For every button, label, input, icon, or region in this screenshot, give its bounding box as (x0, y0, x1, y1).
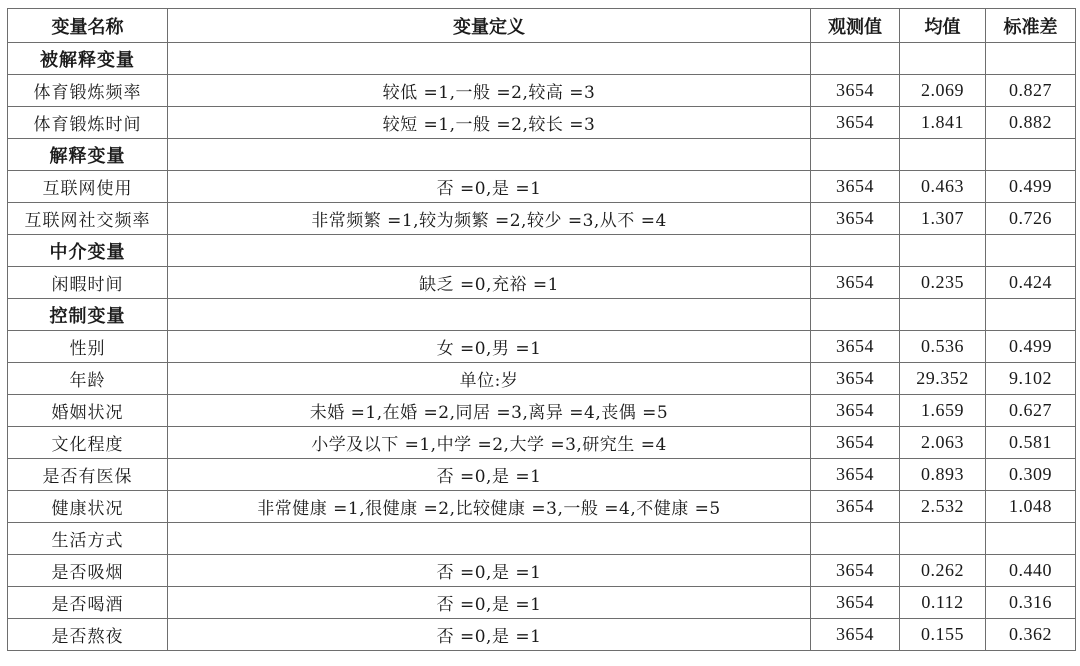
section-title: 生活方式 (8, 523, 168, 555)
variable-name-cell: 健康状况 (8, 491, 168, 523)
mean-cell: 1.841 (900, 107, 986, 139)
empty-cell (900, 139, 986, 171)
empty-cell (168, 299, 811, 331)
table-body (8, 43, 1076, 651)
standard-deviation-cell: 0.499 (986, 171, 1076, 203)
empty-cell (811, 139, 900, 171)
standard-deviation-cell: 0.424 (986, 267, 1076, 299)
empty-cell (900, 235, 986, 267)
variable-definition-cell: 小学及以下 =1,中学 =2,大学 =3,研究生 =4 (168, 427, 811, 459)
mean-cell: 29.352 (900, 363, 986, 395)
mean-cell: 2.069 (900, 75, 986, 107)
standard-deviation-cell: 0.882 (986, 107, 1076, 139)
observations-cell: 3654 (811, 619, 900, 651)
table-row (8, 363, 1076, 395)
mean-cell: 0.155 (900, 619, 986, 651)
empty-cell (811, 299, 900, 331)
observations-cell: 3654 (811, 587, 900, 619)
observations-cell: 3654 (811, 395, 900, 427)
table-row (8, 75, 1076, 107)
variable-definition-cell: 非常频繁 =1,较为频繁 =2,较少 =3,从不 =4 (168, 203, 811, 235)
variable-definition-cell: 否 =0,是 =1 (168, 619, 811, 651)
variable-name-cell: 婚姻状况 (8, 395, 168, 427)
variable-definition-cell: 未婚 =1,在婚 =2,同居 =3,离异 =4,丧偶 =5 (168, 395, 811, 427)
observations-cell: 3654 (811, 363, 900, 395)
section-row (8, 43, 1076, 75)
variable-name-cell: 性别 (8, 331, 168, 363)
standard-deviation-cell: 0.581 (986, 427, 1076, 459)
observations-cell: 3654 (811, 427, 900, 459)
variable-name-cell: 互联网使用 (8, 171, 168, 203)
variable-definition-table (7, 8, 1076, 651)
variable-definition-cell: 缺乏 =0,充裕 =1 (168, 267, 811, 299)
mean-cell: 1.307 (900, 203, 986, 235)
table-row (8, 587, 1076, 619)
empty-cell (811, 523, 900, 555)
variable-definition-cell: 女 =0,男 =1 (168, 331, 811, 363)
table-row (8, 395, 1076, 427)
empty-cell (986, 299, 1076, 331)
mean-cell: 0.536 (900, 331, 986, 363)
standard-deviation-cell: 0.627 (986, 395, 1076, 427)
observations-cell: 3654 (811, 75, 900, 107)
observations-cell: 3654 (811, 491, 900, 523)
variable-name-cell: 互联网社交频率 (8, 203, 168, 235)
standard-deviation-cell: 0.362 (986, 619, 1076, 651)
variable-name-cell: 是否有医保 (8, 459, 168, 491)
table-row (8, 267, 1076, 299)
observations-cell: 3654 (811, 331, 900, 363)
section-row (8, 235, 1076, 267)
variable-definition-cell: 单位:岁 (168, 363, 811, 395)
section-title: 解释变量 (8, 139, 168, 171)
observations-cell: 3654 (811, 203, 900, 235)
standard-deviation-cell: 9.102 (986, 363, 1076, 395)
header-variable-name: 变量名称 (8, 9, 168, 43)
mean-cell: 0.463 (900, 171, 986, 203)
empty-cell (900, 299, 986, 331)
variable-name-cell: 年龄 (8, 363, 168, 395)
section-row (8, 139, 1076, 171)
empty-cell (811, 235, 900, 267)
section-title: 被解释变量 (8, 43, 168, 75)
variable-name-cell: 是否吸烟 (8, 555, 168, 587)
table-row (8, 427, 1076, 459)
empty-cell (986, 235, 1076, 267)
header-observations: 观测值 (811, 9, 900, 43)
mean-cell: 0.893 (900, 459, 986, 491)
section-row (8, 299, 1076, 331)
standard-deviation-cell: 0.726 (986, 203, 1076, 235)
table-row (8, 491, 1076, 523)
standard-deviation-cell: 0.309 (986, 459, 1076, 491)
header-variable-definition: 变量定义 (168, 9, 811, 43)
variable-definition-cell: 否 =0,是 =1 (168, 555, 811, 587)
variable-name-cell: 体育锻炼频率 (8, 75, 168, 107)
table-row (8, 171, 1076, 203)
empty-cell (986, 139, 1076, 171)
table-row (8, 107, 1076, 139)
empty-cell (168, 235, 811, 267)
observations-cell: 3654 (811, 267, 900, 299)
variable-definition-cell: 较低 =1,一般 =2,较高 =3 (168, 75, 811, 107)
section-title: 控制变量 (8, 299, 168, 331)
variable-name-cell: 是否熬夜 (8, 619, 168, 651)
mean-cell: 1.659 (900, 395, 986, 427)
header-standard-deviation: 标准差 (986, 9, 1076, 43)
section-title: 中介变量 (8, 235, 168, 267)
empty-cell (168, 523, 811, 555)
table-row (8, 331, 1076, 363)
standard-deviation-cell: 0.827 (986, 75, 1076, 107)
mean-cell: 2.532 (900, 491, 986, 523)
variable-definition-cell: 否 =0,是 =1 (168, 171, 811, 203)
empty-cell (168, 43, 811, 75)
empty-cell (986, 43, 1076, 75)
empty-cell (900, 523, 986, 555)
header-mean: 均值 (900, 9, 986, 43)
empty-cell (811, 43, 900, 75)
empty-cell (168, 139, 811, 171)
variable-name-cell: 闲暇时间 (8, 267, 168, 299)
variable-name-cell: 是否喝酒 (8, 587, 168, 619)
standard-deviation-cell: 0.499 (986, 331, 1076, 363)
table-row (8, 619, 1076, 651)
observations-cell: 3654 (811, 107, 900, 139)
mean-cell: 0.262 (900, 555, 986, 587)
section-row (8, 523, 1076, 555)
variable-definition-cell: 较短 =1,一般 =2,较长 =3 (168, 107, 811, 139)
empty-cell (986, 523, 1076, 555)
observations-cell: 3654 (811, 459, 900, 491)
variable-name-cell: 体育锻炼时间 (8, 107, 168, 139)
variable-definition-cell: 否 =0,是 =1 (168, 459, 811, 491)
empty-cell (900, 43, 986, 75)
variable-definition-cell: 否 =0,是 =1 (168, 587, 811, 619)
variable-definition-cell: 非常健康 =1,很健康 =2,比较健康 =3,一般 =4,不健康 =5 (168, 491, 811, 523)
standard-deviation-cell: 0.316 (986, 587, 1076, 619)
observations-cell: 3654 (811, 555, 900, 587)
standard-deviation-cell: 0.440 (986, 555, 1076, 587)
variable-name-cell: 文化程度 (8, 427, 168, 459)
table-row (8, 459, 1076, 491)
header-row (8, 9, 1076, 43)
table-row (8, 555, 1076, 587)
table-row (8, 203, 1076, 235)
observations-cell: 3654 (811, 171, 900, 203)
standard-deviation-cell: 1.048 (986, 491, 1076, 523)
mean-cell: 0.235 (900, 267, 986, 299)
table-header (8, 9, 1076, 43)
mean-cell: 2.063 (900, 427, 986, 459)
mean-cell: 0.112 (900, 587, 986, 619)
